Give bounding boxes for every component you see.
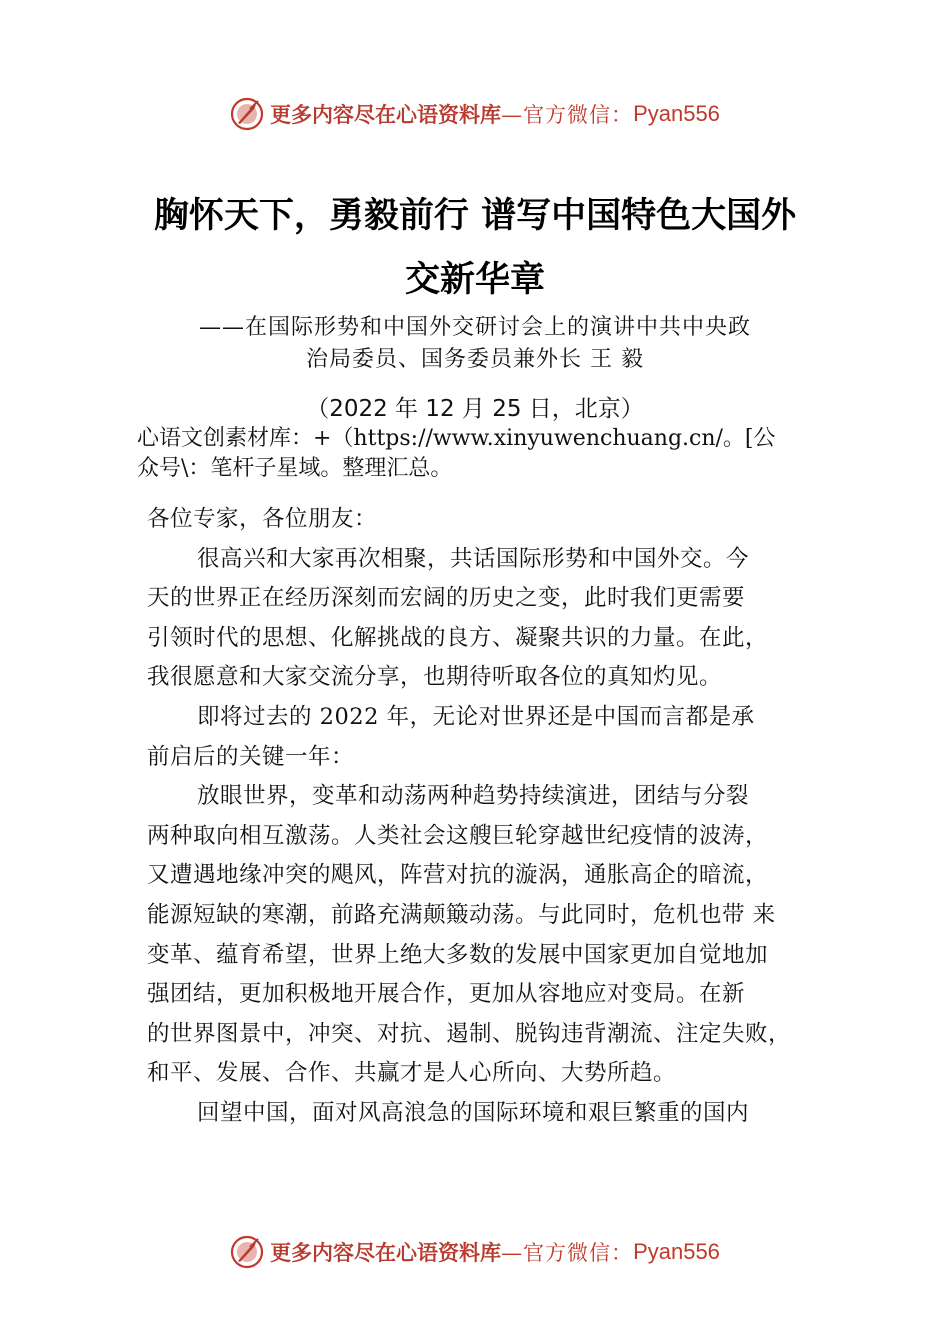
body-line: 的世界图景中，冲突、对抗、遏制、脱钩违背潮流、注定失败， [147,1020,792,1047]
quill-seal-icon [230,1235,264,1269]
document-title-line-1: 胸怀天下，勇毅前行 谱写中国特色大国外 [153,196,797,236]
body-line: 很高兴和大家再次相聚，共话国际形势和中国外交。今 [197,545,750,572]
dateline: （2022 年 12 月 25 日，北京） [306,396,644,422]
body-line: 前启后的关键一年： [147,743,355,770]
subtitle-line-2: 治局委员、国务委员兼外长 王 毅 [306,347,644,372]
watermark-banner-bottom [0,1232,950,1272]
watermark-banner-top [0,94,950,134]
body-line: 两种取向相互激荡。人类社会这艘巨轮穿越世纪疫情的波涛， [147,822,769,849]
watermark-text-wechat: —官方微信： [501,103,634,127]
watermark-text-wechat: —官方微信： [501,1241,634,1265]
body-line: 回望中国，面对风高浪急的国际环境和艰巨繁重的国内 [197,1099,750,1126]
body-line: 又遭遇地缘冲突的飓风，阵营对抗的漩涡，通胀高企的暗流， [147,862,769,889]
body-line: 能源短缺的寒潮，前路充满颠簸动荡。与此同时，危机也带 来 [147,901,776,928]
body-line: 强团结，更加积极地开展合作，更加从容地应对变局。在新 [147,981,746,1008]
source-line-1: 心语文创素材库：+（https://www.xinyuwenchuang.cn/。[公 [137,426,776,451]
quill-seal-icon [230,97,264,131]
watermark-text-main: 更多内容尽在心语资料库 [270,102,502,127]
watermark-text-main: 更多内容尽在心语资料库 [270,1240,502,1265]
body-line: 放眼世界，变革和动荡两种趋势持续演进，团结与分裂 [197,783,750,810]
body-line: 即将过去的 2022 年，无论对世界还是中国而言都是承 [197,703,755,730]
watermark-text-id: Pyan556 [633,1239,720,1264]
body-line: 天的世界正在经历深刻而宏阔的历史之变，此时我们更需要 [147,585,746,612]
body-line: 变革、蕴育希望，世界上绝大多数的发展中国家更加自觉地加 [147,941,769,968]
body-line: 引领时代的思想、化解挑战的良方、凝聚共识的力量。在此， [147,624,769,651]
source-note [137,424,837,484]
body-line: 和平、发展、合作、共赢才是人心所向、大势所趋。 [147,1060,677,1087]
source-line-2: 众号\：笔杆子星域。整理汇总。 [137,456,453,481]
body-text [147,500,847,1134]
body-line: 我很愿意和大家交流分享，也期待听取各位的真知灼见。 [147,664,723,691]
watermark-text-id: Pyan556 [633,101,720,126]
document-title-line-2: 交新华章 [404,260,545,300]
body-line: 各位专家，各位朋友： [147,506,378,532]
document-subtitle [150,312,800,376]
subtitle-line-1: ——在国际形势和中国外交研讨会上的演讲中共中央政 [198,315,751,340]
